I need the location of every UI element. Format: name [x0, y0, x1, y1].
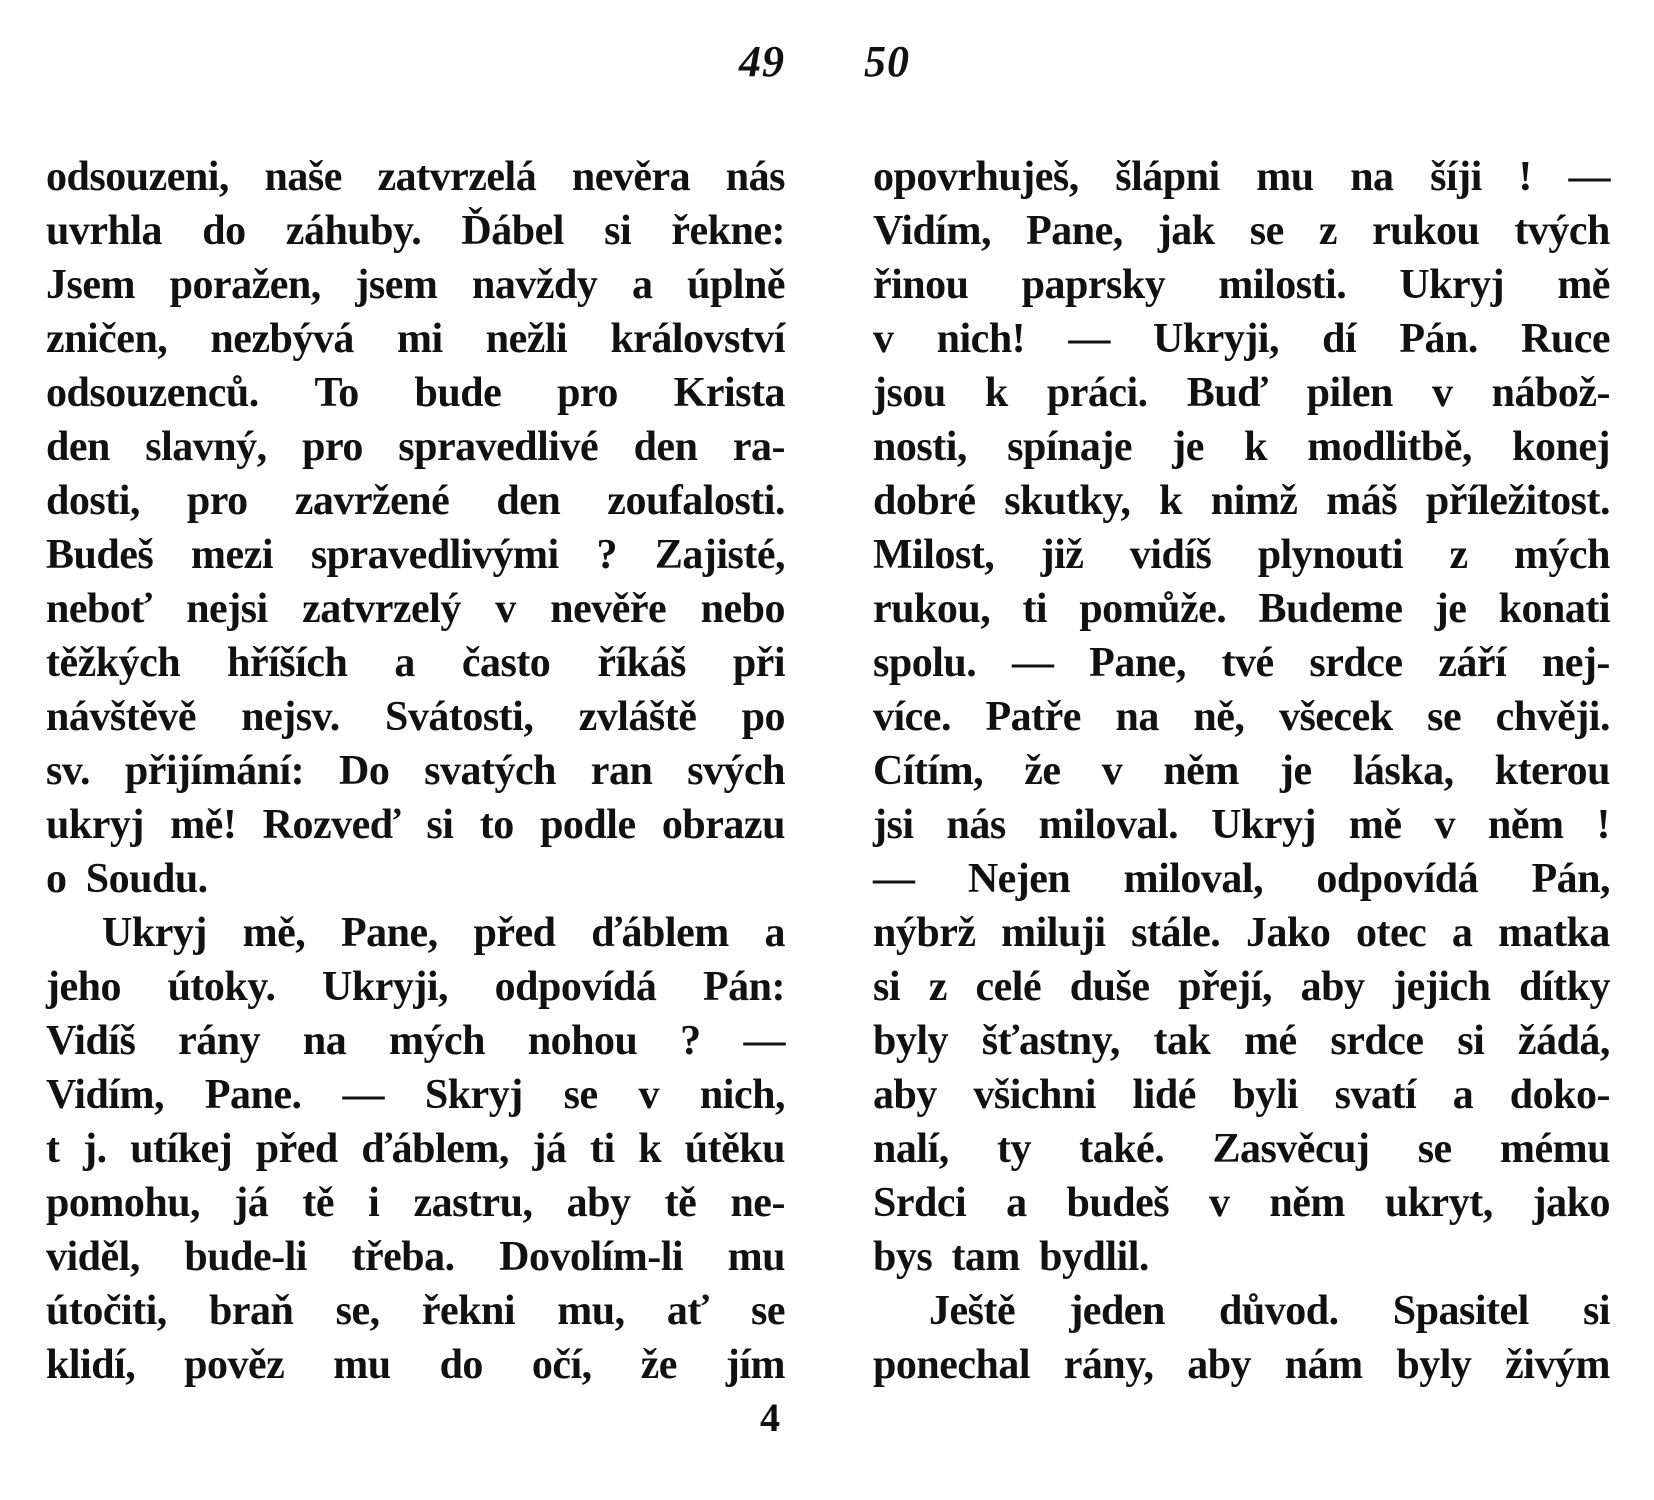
text-line: opovrhuješ, šlápni mu na šíji ! —	[873, 154, 1610, 200]
text-line: bys tam bydlil.	[873, 1234, 1149, 1280]
text-line: Srdci a budeš v něm ukryt, jako	[873, 1180, 1610, 1226]
text-line: těžkých hříších a často říkáš při	[46, 640, 785, 686]
text-line: řinou paprsky milosti. Ukryj mě	[873, 262, 1610, 308]
text-line: den slavný, pro spravedlivé den ra-	[46, 424, 785, 470]
text-line: sv. přijímání: Do svatých ran svých	[46, 748, 785, 794]
signature-mark: 4	[760, 1395, 780, 1440]
text-line: jeho útoky. Ukryji, odpovídá Pán:	[46, 964, 785, 1010]
text-line: neboť nejsi zatvrzelý v nevěře nebo	[46, 586, 785, 632]
text-line: Ještě jeden důvod. Spasitel si	[929, 1288, 1610, 1334]
text-line: dosti, pro zavržené den zoufalosti.	[46, 478, 785, 524]
left-page-text-column	[46, 150, 785, 1392]
text-line: klidí, pověz mu do očí, že jím	[46, 1342, 785, 1388]
text-line: Vidím, Pane. — Skryj se v nich,	[46, 1072, 785, 1118]
text-line: pomohu, já tě i zastru, aby tě ne-	[46, 1180, 785, 1226]
text-line: návštěvě nejsv. Svátosti, zvláště po	[46, 694, 785, 740]
page-number-right: 50	[864, 37, 910, 86]
text-line: dobré skutky, k nimž máš příležitost.	[873, 478, 1610, 524]
text-line: spolu. — Pane, tvé srdce září nej-	[873, 640, 1610, 686]
text-line: nalí, ty také. Zasvěcuj se mému	[873, 1126, 1610, 1172]
text-line: Jsem poražen, jsem navždy a úplně	[46, 262, 785, 308]
text-line: jsi nás miloval. Ukryj mě v něm !	[873, 802, 1610, 848]
text-line: Vidím, Pane, jak se z rukou tvých	[873, 208, 1610, 254]
text-line: jsou k práci. Buď pilen v nábož-	[873, 370, 1610, 416]
text-line: nosti, spínaje je k modlitbě, konej	[873, 424, 1610, 470]
right-page-text-column	[873, 150, 1610, 1392]
text-line: ponechal rány, aby nám byly živým	[873, 1342, 1610, 1388]
text-line: o Soudu.	[46, 856, 208, 902]
text-line: útočiti, braň se, řekni mu, ať se	[46, 1288, 785, 1334]
text-line: Vidíš rány na mých nohou ? —	[46, 1018, 785, 1064]
text-line: Budeš mezi spravedlivými ? Zajisté,	[46, 532, 785, 578]
text-line: nýbrž miluji stále. Jako otec a matka	[873, 910, 1610, 956]
text-line: odsouzeni, naše zatvrzelá nevěra nás	[46, 154, 785, 200]
text-line: zničen, nezbývá mi nežli království	[46, 316, 785, 362]
text-line: Cítím, že v něm je láska, kterou	[873, 748, 1610, 794]
text-line: odsouzenců. To bude pro Krista	[46, 370, 785, 416]
text-line: si z celé duše přejí, aby jejich dítky	[873, 964, 1610, 1010]
text-line: t j. utíkej před ďáblem, já ti k útěku	[46, 1126, 785, 1172]
page-number-left: 49	[739, 37, 785, 86]
text-line: — Nejen miloval, odpovídá Pán,	[873, 856, 1610, 902]
text-line: rukou, ti pomůže. Budeme je konati	[873, 586, 1610, 632]
text-line: viděl, bude-li třeba. Dovolím-li mu	[46, 1234, 785, 1280]
text-line: více. Patře na ně, všecek se chvěji.	[873, 694, 1610, 740]
text-line: Milost, již vidíš plynouti z mých	[873, 532, 1610, 578]
text-line: uvrhla do záhuby. Ďábel si řekne:	[46, 208, 785, 254]
text-line: ukryj mě! Rozveď si to podle obrazu	[46, 802, 785, 848]
text-line: v nich! — Ukryji, dí Pán. Ruce	[873, 316, 1610, 362]
text-line: Ukryj mě, Pane, před ďáblem a	[102, 910, 785, 956]
text-line: aby všichni lidé byli svatí a doko-	[873, 1072, 1610, 1118]
text-line: byly šťastny, tak mé srdce si žádá,	[873, 1018, 1610, 1064]
